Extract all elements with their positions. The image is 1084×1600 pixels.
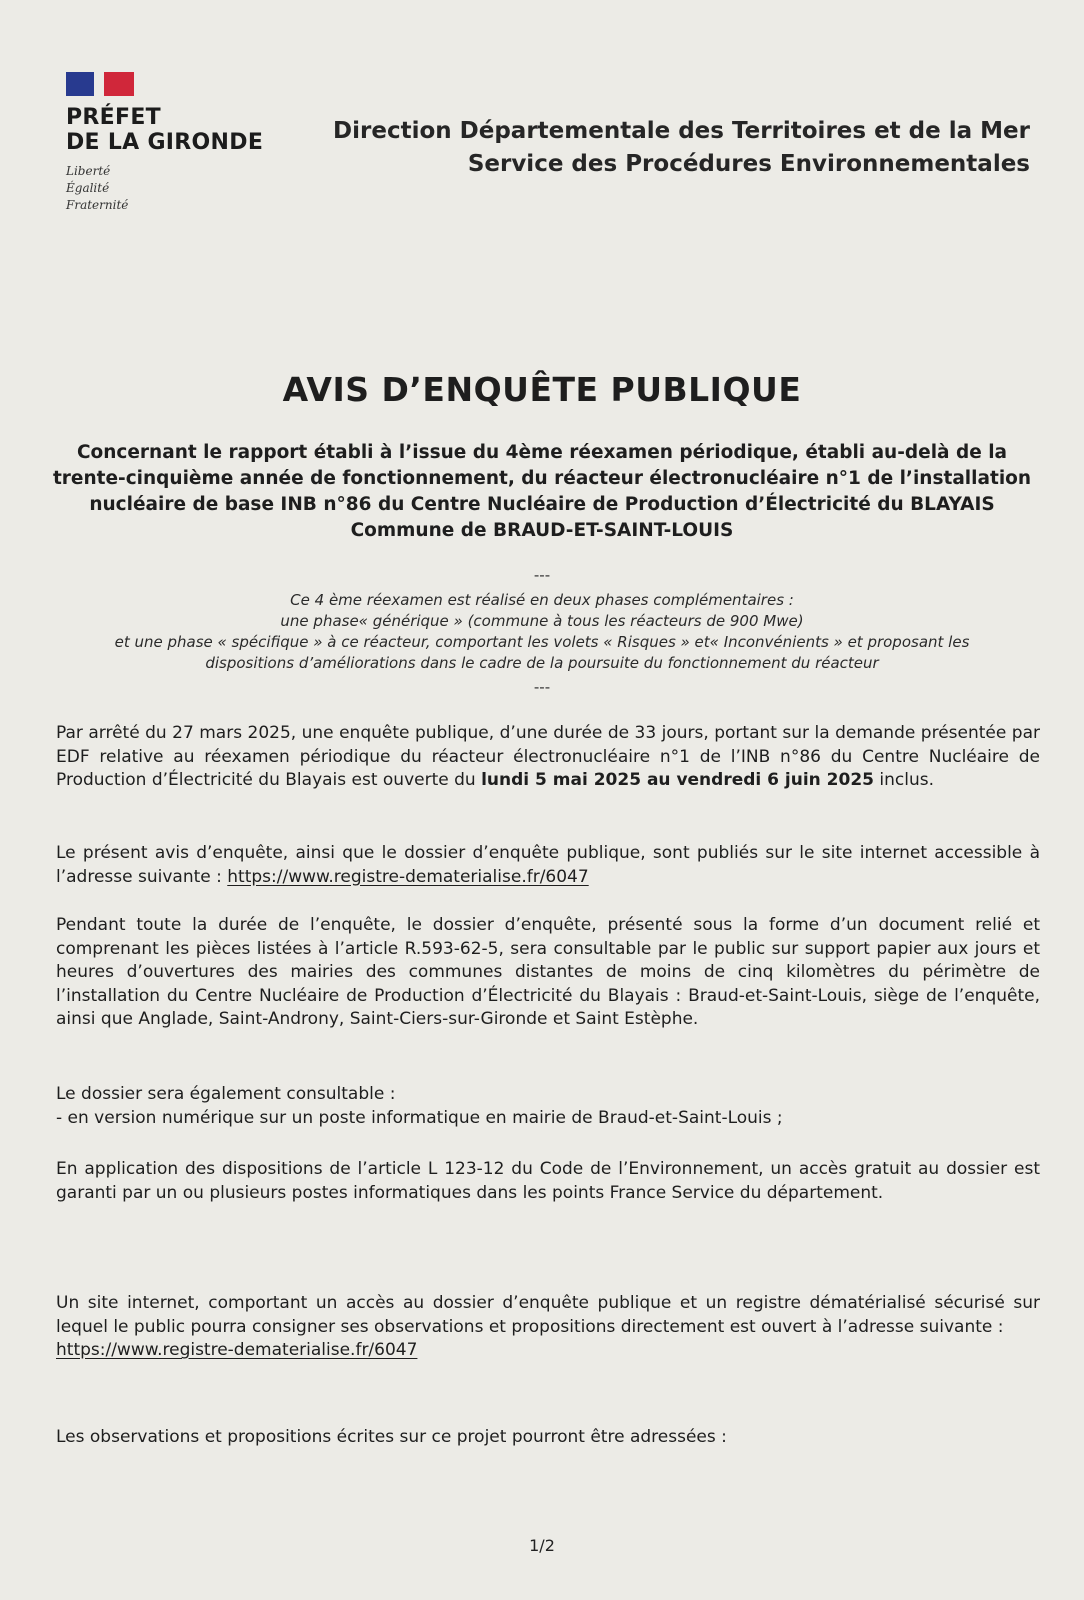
- paragraph-website: [56, 1292, 1040, 1363]
- digital-dossier-line1: Le dossier sera également consultable :: [56, 1084, 396, 1104]
- prefecture-logo: [66, 72, 286, 214]
- website-text: Un site internet, comportant un accès au dossier d’enquête publique et un registre dématérialisé sécurisé sur lequel le public pourra consigner ses observations et propositions directement est ouvert à l’adresse suivante :: [56, 1293, 1040, 1337]
- motto-liberte: Liberté: [66, 164, 111, 178]
- separator-top: ---: [533, 566, 551, 584]
- decree-end: inclus.: [874, 770, 935, 790]
- separator-bottom: ---: [533, 678, 551, 696]
- paragraph-observations: Les observations et propositions écrites sur ce projet pourront être adressées :: [56, 1427, 727, 1447]
- document-subtitle: [50, 440, 1034, 544]
- direction-name: Direction Départementale des Territoires et de la Mer: [333, 118, 1030, 144]
- motto-fraternite: Fraternité: [66, 198, 129, 212]
- phase-description: [60, 590, 1024, 674]
- motto-egalite: Égalité: [66, 181, 110, 195]
- phase-line: dispositions d’améliorations dans le cadre de la poursuite du fonctionnement du réacteur: [205, 654, 879, 672]
- document-title: AVIS D’ENQUÊTE PUBLIQUE: [282, 370, 802, 409]
- issuing-service: [290, 115, 1030, 181]
- page-number: 1/2: [529, 1536, 555, 1555]
- registre-link[interactable]: https://www.registre-dematerialise.fr/6047: [227, 866, 589, 887]
- publication-text: Le présent avis d’enquête, ainsi que le dossier d’enquête publique, sont publiés sur le site internet accessible à l’adresse suivante :: [56, 843, 1040, 887]
- prefecture-name: [66, 105, 286, 155]
- paragraph-digital-dossier: [56, 1083, 1040, 1130]
- service-name: Service des Procédures Environnementales: [467, 151, 1030, 177]
- republic-motto: [66, 163, 286, 214]
- marianne-flag-icon: [66, 72, 134, 96]
- paragraph-free-access: En application des dispositions de l’article L 123-12 du Code de l’Environnement, un accès gratuit au dossier est garanti par un ou plusieurs postes informatiques dans les points France Service du département.: [56, 1159, 1040, 1203]
- subtitle-line: nucléaire de base INB n°86 du Centre Nucléaire de Production d’Électricité du BLAYAIS: [89, 494, 995, 515]
- subtitle-line: trente-cinquième année de fonctionnement, du réacteur électronucléaire n°1 de l’installation: [52, 468, 1032, 489]
- phase-line: et une phase « spécifique » à ce réacteur, comportant les volets « Risques » et« Inconvénients » et proposant les: [114, 633, 970, 651]
- paragraph-paper-dossier: Pendant toute la durée de l’enquête, le dossier d’enquête, présenté sous la forme d’un document relié et comprenant les pièces listées à l’article R.593-62-5, sera consultable par le public sur support papier aux jours et heures d’ouvertures des mairies des communes distantes de moins de cinq kilomètres du périmètre de l’installation du Centre Nucléaire de Production d’Électricité du Blayais : Braud-et-Saint-Louis, siège de l’enquête, ainsi que Anglade, Saint-Androny, Saint-Ciers-sur-Gironde et Saint Estèphe.: [56, 915, 1040, 1029]
- enquiry-dates: lundi 5 mai 2025 au vendredi 6 juin 2025: [481, 770, 874, 790]
- phase-line: une phase« générique » (commune à tous les réacteurs de 900 Mwe): [280, 612, 804, 630]
- digital-dossier-line2: - en version numérique sur un poste informatique en mairie de Braud-et-Saint-Louis ;: [56, 1107, 783, 1128]
- prefecture-name-line1: PRÉFET: [66, 105, 161, 130]
- subtitle-line: Commune de BRAUD-ET-SAINT-LOUIS: [350, 520, 734, 541]
- prefecture-name-line2: DE LA GIRONDE: [66, 130, 264, 155]
- subtitle-line: Concernant le rapport établi à l’issue du 4ème réexamen périodique, établi au-delà de la: [76, 442, 1008, 463]
- paragraph-publication: [56, 842, 1040, 889]
- decree-text: Par arrêté du 27 mars 2025, une enquête publique, d’une durée de 33 jours, portant sur la demande présentée par EDF relative au réexamen périodique du réacteur électronucléaire n°1 de l’INB n°86 du Centre Nucléaire de Production d’Électricité du Blayais est ouverte du: [56, 723, 1040, 790]
- registre-link-2[interactable]: https://www.registre-dematerialise.fr/6047: [56, 1340, 418, 1360]
- paragraph-decree: [56, 722, 1040, 793]
- phase-line: Ce 4 ème réexamen est réalisé en deux phases complémentaires :: [290, 591, 794, 609]
